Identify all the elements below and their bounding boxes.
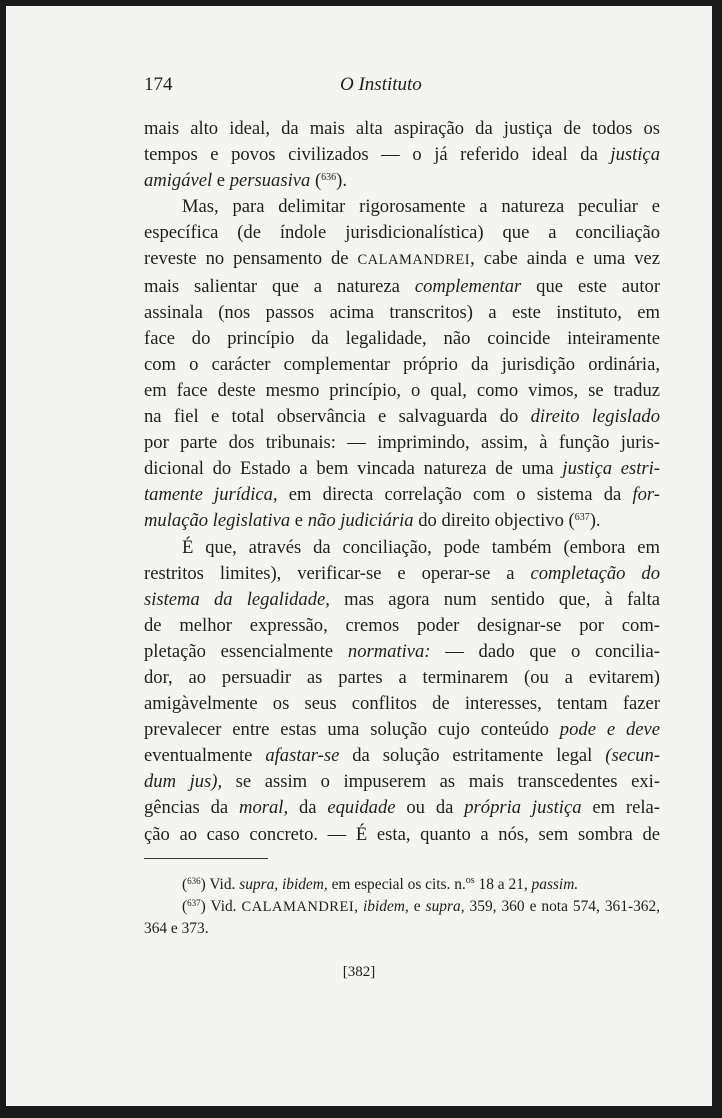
text-line: de melhor expressão, cremos poder designar-se por com-: [144, 614, 660, 636]
text-line: mais alto ideal, da mais alta aspiração da justiça de todos os: [144, 118, 660, 139]
text-line: prevalecer entre estas uma solução cujo conteúdo pode e deve: [144, 719, 660, 741]
text-line: dor, ao persuadir as partes a terminarem (ou a evitarem): [144, 666, 660, 688]
italic-text: justiça estri-: [562, 458, 660, 480]
footnote-number: ($^{637}$): [182, 897, 206, 915]
text-line: amigável e persuasiva ($^{636}$).: [144, 170, 347, 192]
text-line: mulação legislativa e não judiciária do direito objectivo ($^{637}$).: [144, 510, 601, 532]
italic-text: dum jus),: [144, 771, 223, 793]
italic-text: afastar-se: [265, 745, 340, 767]
italic-text: completação do: [530, 562, 660, 584]
page-number: 174: [144, 74, 173, 95]
footnote-marker: 636: [321, 172, 337, 184]
italic-text: direito legislado: [530, 406, 660, 428]
text-line: por parte dos tribunais: — imprimindo, assim, à função juris-: [144, 432, 660, 454]
italic-text: complementar: [414, 275, 522, 297]
italic-text: moral,: [239, 797, 289, 819]
author-name: CALAMANDREI: [241, 898, 355, 915]
italic-text: mulação legislativa: [144, 510, 291, 532]
italic-text: ibidem,: [363, 897, 409, 915]
paragraph: [144, 535, 660, 848]
italic-text: própria justiça: [464, 797, 582, 819]
text-line: em face deste mesmo princípio, o qual, como vimos, se traduz: [144, 379, 660, 401]
italic-text: sistema da legalidade,: [144, 588, 330, 610]
text-line: restritos limites), verificar-se e operar-se a completação do: [144, 562, 660, 584]
text-line: face do princípio da legalidade, não coincide inteiramente: [144, 327, 660, 349]
italic-text: não judiciária: [307, 510, 414, 532]
footnote-marker: os: [465, 875, 475, 886]
italic-text: justiça: [610, 144, 660, 166]
text-line: na fiel e total observância e salvaguarda do direito legislado: [144, 406, 660, 428]
italic-text: for-: [632, 484, 660, 506]
running-title: O Instituto: [340, 74, 422, 95]
text-line: gências da moral, da equidade ou da própria justiça em rela-: [144, 797, 660, 819]
text-line: É que, através da conciliação, pode também (embora em: [182, 536, 660, 558]
italic-text: pode e deve: [559, 719, 660, 741]
italic-text: persuasiva: [229, 170, 311, 192]
text-line: específica (de índole jurisdicionalística) que a conciliação: [144, 222, 660, 244]
text-line: Mas, para delimitar rigorosamente a natureza peculiar e: [182, 196, 660, 218]
italic-text: normativa:: [347, 640, 431, 662]
body-text: [144, 116, 660, 848]
text-line: sistema da legalidade, mas agora num sentido que, à falta: [144, 588, 660, 610]
footnote: [144, 896, 660, 940]
footnote-line: ($^{636}$) Vid. supra, ibidem, em especial os cits. n.$^{os}$ 18 a 21, passim.: [182, 875, 579, 893]
footnote-separator: [144, 858, 268, 859]
footnote: [144, 874, 660, 896]
text-line: dum jus), se assim o impuserem as mais transcedentes exi-: [144, 771, 660, 793]
text-line: mais salientar que a natureza complementar que este autor: [144, 275, 661, 297]
text-line: com o carácter complementar próprio da jurisdição ordinária,: [144, 353, 660, 375]
paragraph: [144, 116, 660, 194]
italic-text: passim.: [531, 876, 579, 893]
italic-text: supra, ibidem,: [239, 876, 328, 893]
italic-text: amigável: [144, 170, 213, 192]
folio-number: [382]: [342, 964, 376, 980]
text-line: dicional do Estado a bem vincada natureza de uma justiça estri-: [144, 458, 660, 480]
text-line: tamente jurídica, em directa correlação com o sistema da for-: [144, 484, 660, 506]
italic-text: tamente jurídica,: [144, 484, 278, 506]
running-header: [144, 74, 660, 100]
italic-text: equidade: [327, 797, 396, 819]
text-line: ção ao caso concreto. — É esta, quanto a nós, sem sombra de: [144, 823, 660, 845]
text-line: pletação essencialmente normativa: — dado que o concilia-: [144, 640, 661, 662]
footnote-number: ($^{636}$): [182, 876, 206, 893]
text-line: amigàvelmente os seus conflitos de interesses, tentam fazer: [144, 693, 660, 715]
text-line: tempos e povos civilizados — o já referido ideal da justiça: [144, 144, 660, 166]
footnote-marker: 637: [574, 512, 590, 524]
text-line: reveste no pensamento de CALAMANDREI, cabe ainda e uma vez: [144, 248, 661, 270]
italic-text: (secun-: [605, 745, 660, 767]
italic-text: supra,: [425, 897, 465, 915]
footnote-line: ($^{637}$) Vid. CALAMANDREI, ibidem, e supra, 359, 360 e nota 574, 361-362,: [182, 897, 660, 915]
author-name: CALAMANDREI: [357, 252, 471, 269]
text-line: eventualmente afastar-se da solução estritamente legal (secun-: [144, 745, 660, 767]
page: [6, 6, 712, 1106]
paragraph: [144, 194, 660, 534]
footnotes: [144, 874, 660, 940]
text-line: assinala (nos passos acima transcritos) a este instituto, em: [144, 301, 660, 323]
footnote-line: 364 e 373.: [144, 920, 209, 937]
